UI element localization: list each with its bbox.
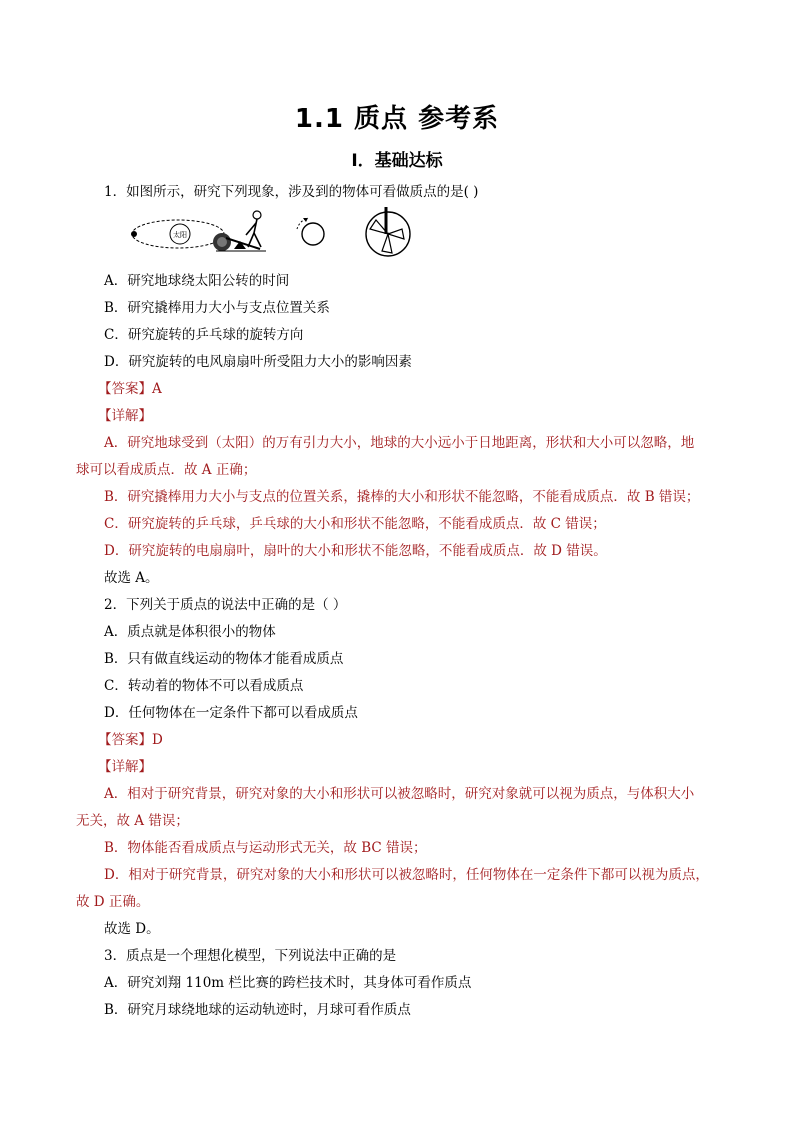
- q1-answer: 【答案】A: [98, 381, 162, 397]
- q2-detail-line: 无关，故 A 错误；: [76, 813, 189, 829]
- ball-icon: [302, 223, 324, 245]
- q1-option-c: C．研究旋转的乒乓球的旋转方向: [104, 327, 304, 343]
- fan-figure: [366, 207, 410, 256]
- q1-option-a: A．研究地球绕太阳公转的时间: [104, 273, 290, 289]
- q2-option-a: A．质点就是体积很小的物体: [104, 624, 276, 640]
- q2-detail-line: B．物体能否看成质点与运动形式无关，故 BC 错误；: [104, 840, 427, 856]
- q2-option-b: B．只有做直线运动的物体才能看成质点: [104, 651, 344, 667]
- q1-figure: [130, 205, 420, 260]
- q3-option-b: B．研究月球绕地球的运动轨迹时，月球可看作质点: [104, 1002, 411, 1018]
- q2-option-c: C．转动着的物体不可以看成质点: [104, 678, 304, 694]
- person-body: [246, 219, 261, 247]
- page-title: 1.1 质点 参考系: [294, 104, 500, 134]
- section-title: Ⅰ．基础达标: [351, 151, 443, 171]
- q2-detail-line: A．相对于研究背景，研究对象的大小和形状可以被忽略时，研究对象就可以视为质点，与体积大小: [104, 786, 695, 802]
- q3-stem: 3．质点是一个理想化模型，下列说法中正确的是: [104, 948, 397, 964]
- q1-detail-line: C．研究旋转的乒乓球，乒乓球的大小和形状不能忽略，不能看成质点．故 C 错误；: [104, 516, 606, 532]
- q1-option-d: D．研究旋转的电风扇扇叶所受阻力大小的影响因素: [104, 354, 412, 370]
- q1-detail-line: A．研究地球受到（太阳）的万有引力大小，地球的大小远小于日地距离，形状和大小可以忽略，地: [104, 435, 695, 451]
- q2-answer: 【答案】D: [98, 732, 163, 748]
- person-head: [253, 211, 261, 219]
- q2-conclusion: 故选 D。: [104, 921, 160, 937]
- q1-stem: 1．如图所示，研究下列现象，涉及到的物体可看做质点的是( ): [104, 184, 479, 200]
- q3-option-a: A．研究刘翔 110m 栏比赛的跨栏技术时，其身体可看作质点: [104, 975, 472, 991]
- q2-detail-line: 故 D 正确。: [76, 894, 150, 910]
- earth-icon: [131, 231, 137, 237]
- q1-detail-line: D．研究旋转的电扇扇叶，扇叶的大小和形状不能忽略，不能看成质点．故 D 错误。: [104, 543, 607, 559]
- q1-detail-label: 【详解】: [98, 408, 152, 424]
- q2-detail-line: D．相对于研究背景，研究对象的大小和形状可以被忽略时，任何物体在一定条件下都可以视为质点，: [104, 867, 709, 883]
- q1-conclusion: 故选 A。: [104, 570, 159, 586]
- spinning-ball-figure: [297, 218, 324, 245]
- q1-option-b: B．研究撬棒用力大小与支点位置关系: [104, 300, 330, 316]
- sun-orbit-figure: [131, 220, 224, 248]
- q2-detail-label: 【详解】: [98, 759, 152, 775]
- lever-figure: [213, 211, 266, 251]
- q2-stem: 2．下列关于质点的说法中正确的是（ ）: [104, 597, 347, 613]
- sun-label: 太阳: [173, 231, 187, 239]
- q1-detail-line: 球可以看成质点．故 A 正确；: [76, 462, 257, 478]
- q2-option-d: D．任何物体在一定条件下都可以看成质点: [104, 705, 358, 721]
- q1-detail-line: B．研究撬棒用力大小与支点的位置关系，撬棒的大小和形状不能忽略，不能看成质点．故 B 错误；: [104, 489, 700, 505]
